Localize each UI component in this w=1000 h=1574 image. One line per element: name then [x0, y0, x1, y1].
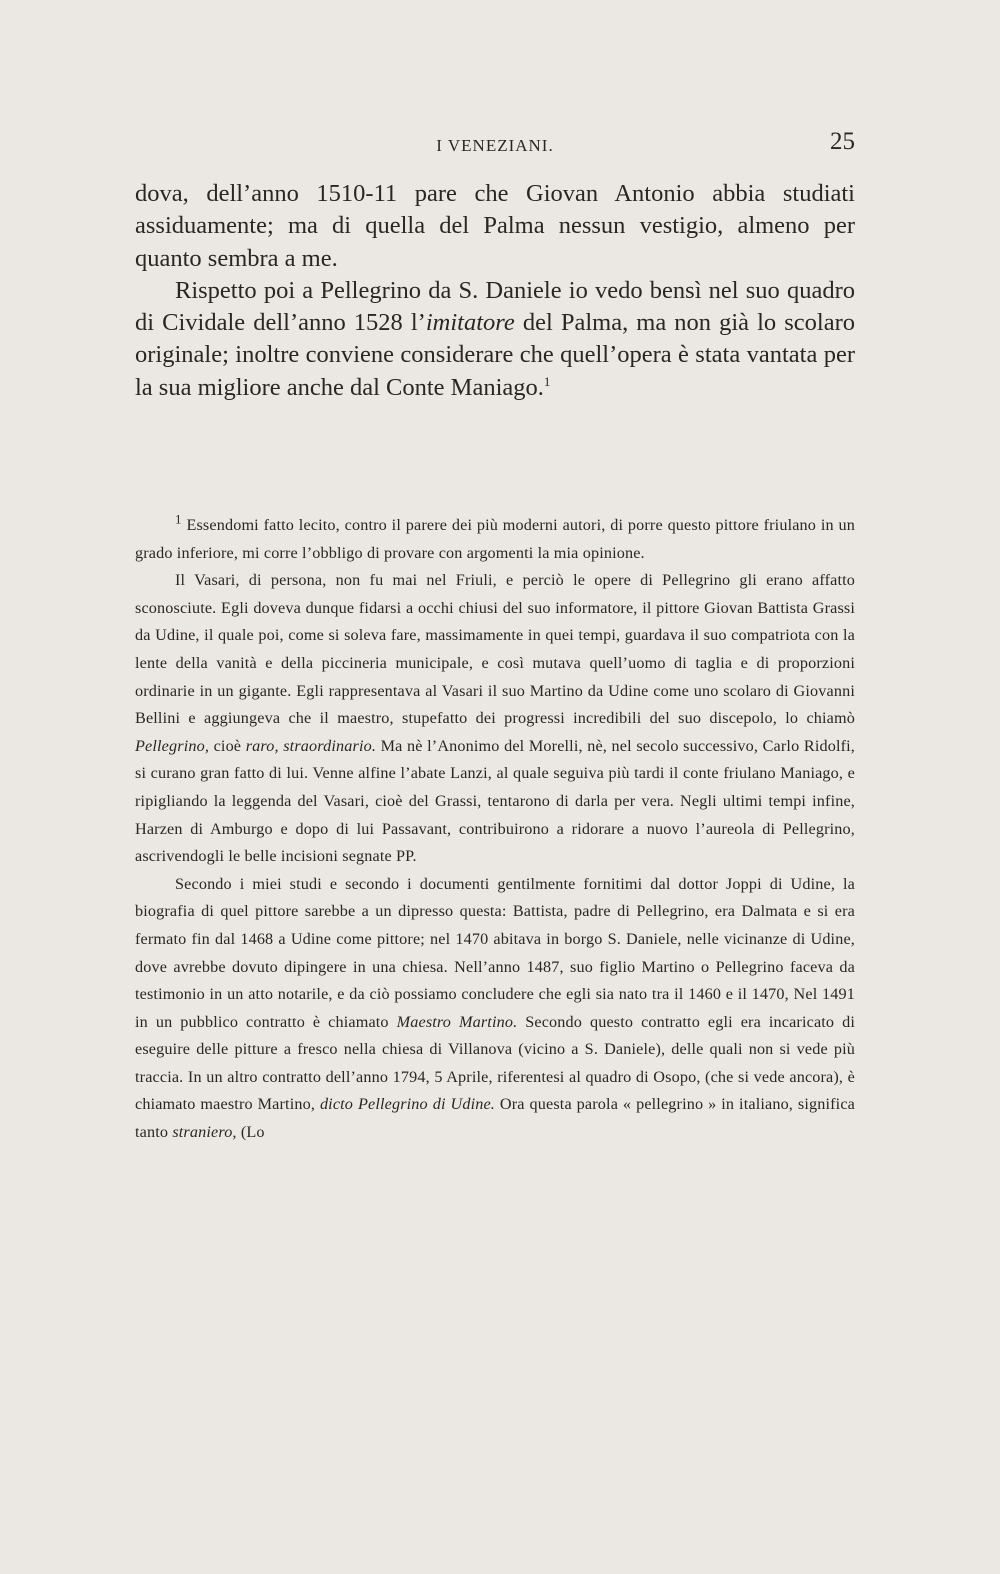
footnote-paragraph	[135, 871, 855, 1147]
footnotes	[135, 512, 855, 1147]
italic-term: Maestro Martino.	[396, 1012, 518, 1031]
footnote-text: Secondo questo contratto egli era incaricato di eseguire delle pitture a fresco nella chiesa di Villanova (vicino a S. Daniele), delle quali non si vede più traccia. In un altro contratto dell’anno 1794, 5 Aprile, riferentesi al quadro di Osopo, (che si vede ancora), è chiamato maestro Martino,	[135, 1012, 855, 1114]
footnote-paragraph	[135, 512, 855, 567]
main-text	[135, 178, 855, 404]
footnote-text: Secondo i miei studi e secondo i documenti gentilmente fornitimi dal dottor Joppi di Udine, la biografia di quel pittore sarebbe a un dipresso questa: Battista, padre di Pellegrino, era Dalmata e si era fermato fin dal 1468 a Udine come pittore; nel 1470 abitava in borgo S. Daniele, nelle vicinanze di Udine, dove avrebbe dovuto dipingere in una chiesa. Nell’anno 1487, suo figlio Martino o Pellegrino faceva da testimonio in un atto notarile, e da ciò possiamo concludere che egli sia nato tra il 1460 e il 1470, Nel 1491 in un pubblico contratto è chiamato	[135, 874, 855, 1031]
italic-term: Pellegrino,	[135, 736, 210, 755]
footnote-text: Ma nè l’Anonimo del Morelli, nè, nel secolo successivo, Carlo Ridolfi, si curano gran fatto di lui. Venne alfine l’abate Lanzi, al quale seguiva più tardi il conte friulano Maniago, e ripigliando la leggenda del Vasari, cioè del Grassi, tentarono di darla per vera. Negli ultimi tempi infine, Harzen di Amburgo e dopo di lui Passavant, contribuirono a ridorare a nuovo l’aureola di Pellegrino, ascrivendogli le belle incisioni segnate PP.	[135, 736, 855, 866]
footnote-text: Ora questa parola « pellegrino » in italiano, significa tanto	[135, 1095, 855, 1142]
italic-term: straniero,	[172, 1123, 237, 1142]
footnote-text: Essendomi fatto lecito, contro il parere dei più moderni autori, di porre questo pittore friulano in un grado inferiore, mi corre l’obbligo di provare con argomenti la mia opinione.	[135, 516, 855, 562]
footnote-paragraph	[135, 567, 855, 871]
footnote-text: (Lo	[236, 1123, 265, 1142]
page-number: 25	[830, 128, 855, 155]
running-title: I VENEZIANI.	[436, 136, 554, 155]
main-paragraph-text: del Palma, ma non già lo scolaro originale; inoltre conviene considerare che quell’opera è stata vantata per la sua migliore anche dal Conte Maniago.	[135, 309, 855, 401]
main-paragraph-text: dova, dell’anno 1510-11 pare che Giovan Antonio abbia studiati assiduamente; ma di quella del Palma nessun vestigio, almeno per quanto sembra a me.	[135, 180, 855, 272]
footnote-reference: 1	[543, 373, 551, 389]
page-header	[135, 128, 855, 162]
italic-term: raro, straordinario.	[245, 736, 377, 755]
italic-term: dicto Pellegrino di Udine.	[319, 1095, 495, 1114]
footnote-text: Il Vasari, di persona, non fu mai nel Friuli, e perciò le opere di Pellegrino gli erano affatto sconosciute. Egli doveva dunque fidarsi a occhi chiusi del suo informatore, il pittore Giovan Battista Grassi da Udine, il quale poi, come si soleva fare, massimamente in quei tempi, guardava il suo compatriota con la lente della vanità e della piccineria municipale, e così mutava quell’uomo di taglia e di proporzioni ordinarie in un gigante. Egli rappresentava al Vasari il suo Martino da Udine come uno scolaro di Giovanni Bellini e aggiungeva che il maestro, stupefatto dei progressi incredibili del suo discepolo, lo chiamò	[135, 571, 855, 728]
footnote-text: cioè	[209, 736, 246, 755]
italic-term: imitatore	[425, 309, 515, 337]
footnote-marker: 1	[175, 511, 182, 527]
main-paragraph	[135, 178, 855, 275]
main-paragraph	[135, 275, 855, 404]
main-paragraph-text: Rispetto poi a Pellegrino da S. Daniele io vedo bensì nel suo quadro di Cividale dell’anno 1528 l’	[135, 276, 855, 337]
